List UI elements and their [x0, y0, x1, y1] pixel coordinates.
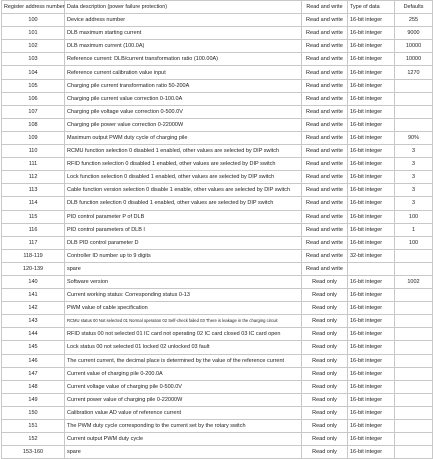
table-row	[2, 92, 433, 105]
table-row	[2, 328, 433, 341]
access-cell: Read only	[302, 393, 348, 406]
description-cell: Calibration value AD value of reference current	[65, 406, 302, 419]
data-type-cell: 16-bit integer	[348, 315, 395, 328]
table-row	[2, 262, 433, 275]
data-type-cell: 16-bit integer	[348, 275, 395, 288]
data-type-cell: 16-bit integer	[348, 184, 395, 197]
default-cell: 90%	[395, 131, 433, 144]
default-cell: 3	[395, 171, 433, 184]
table-row	[2, 367, 433, 380]
access-cell: Read and write	[302, 66, 348, 79]
access-cell: Read and write	[302, 92, 348, 105]
table-row	[2, 275, 433, 288]
table-row	[2, 302, 433, 315]
table-body	[2, 14, 433, 459]
data-type-cell: 16-bit integer	[348, 433, 395, 446]
description-cell: PWM value of cable specification	[65, 302, 302, 315]
table-row	[2, 105, 433, 118]
register-cell: 145	[2, 341, 65, 354]
table-row	[2, 210, 433, 223]
default-cell: 3	[395, 197, 433, 210]
register-cell: 108	[2, 118, 65, 131]
register-cell: 120-139	[2, 262, 65, 275]
access-cell: Read only	[302, 420, 348, 433]
register-cell: 151	[2, 420, 65, 433]
description-cell: The PWM duty cycle corresponding to the current set by the rotary switch	[65, 420, 302, 433]
default-cell	[395, 302, 433, 315]
description-cell: Current value of charging pile 0-200.0A	[65, 367, 302, 380]
register-cell: 148	[2, 380, 65, 393]
data-type-cell	[348, 262, 395, 275]
register-cell: 146	[2, 354, 65, 367]
data-type-cell: 16-bit integer	[348, 66, 395, 79]
default-cell: 9000	[395, 27, 433, 40]
description-cell: Current voltage value of charging pile 0-500.0V	[65, 380, 302, 393]
register-cell: 104	[2, 66, 65, 79]
access-cell: Read only	[302, 341, 348, 354]
description-cell: Charging pile power value correction 0-22000W	[65, 118, 302, 131]
access-cell: Read and write	[302, 131, 348, 144]
header-description: Data description (power failure protection)	[65, 1, 302, 14]
access-cell: Read only	[302, 328, 348, 341]
access-cell: Read only	[302, 433, 348, 446]
default-cell	[395, 420, 433, 433]
description-cell: The current current, the decimal place is determined by the value of the reference current	[65, 354, 302, 367]
default-cell	[395, 433, 433, 446]
register-cell: 111	[2, 158, 65, 171]
data-type-cell: 16-bit integer	[348, 105, 395, 118]
description-cell: Current power value of charging pile 0-22000W	[65, 393, 302, 406]
table-row	[2, 27, 433, 40]
data-type-cell: 16-bit integer	[348, 223, 395, 236]
default-cell	[395, 406, 433, 419]
default-cell	[395, 380, 433, 393]
default-cell	[395, 328, 433, 341]
data-type-cell: 16-bit integer	[348, 420, 395, 433]
description-cell: Charging pile current transformation ratio 50-200A	[65, 79, 302, 92]
data-type-cell: 16-bit integer	[348, 118, 395, 131]
default-cell	[395, 446, 433, 459]
register-cell: 100	[2, 14, 65, 27]
table-header-row	[2, 1, 433, 14]
register-cell: 110	[2, 145, 65, 158]
default-cell	[395, 105, 433, 118]
access-cell: Read only	[302, 380, 348, 393]
table-row	[2, 14, 433, 27]
data-type-cell: 16-bit integer	[348, 367, 395, 380]
data-type-cell: 16-bit integer	[348, 302, 395, 315]
table-row	[2, 236, 433, 249]
register-cell: 144	[2, 328, 65, 341]
register-cell: 147	[2, 367, 65, 380]
description-cell: RFID function selection 0 disabled 1 enabled, other values are selected by DIP switch	[65, 158, 302, 171]
data-type-cell: 16-bit integer	[348, 236, 395, 249]
description-cell: RFID status 00 not selected 01 IC card not operating 02 IC card closed 03 IC card open	[65, 328, 302, 341]
default-cell	[395, 92, 433, 105]
access-cell: Read and write	[302, 197, 348, 210]
access-cell: Read only	[302, 406, 348, 419]
table-row	[2, 289, 433, 302]
description-cell: Charging pile current value correction 0-100.0A	[65, 92, 302, 105]
description-cell: Charging pile voltage value correction 0-500.0V	[65, 105, 302, 118]
description-cell: Lock function selection 0 disabled 1 enabled, other values are selected by DIP switch	[65, 171, 302, 184]
description-cell: Current output PWM duty cycle	[65, 433, 302, 446]
table-row	[2, 171, 433, 184]
description-cell: DLB maximum current (100.0A)	[65, 40, 302, 53]
data-type-cell: 16-bit integer	[348, 158, 395, 171]
data-type-cell: 32-bit integer	[348, 249, 395, 262]
description-cell: DLB PID control parameter D	[65, 236, 302, 249]
data-type-cell: 16-bit integer	[348, 380, 395, 393]
default-cell: 10000	[395, 40, 433, 53]
table-row	[2, 197, 433, 210]
access-cell: Read and write	[302, 27, 348, 40]
register-cell: 102	[2, 40, 65, 53]
register-cell: 153-160	[2, 446, 65, 459]
default-cell	[395, 341, 433, 354]
access-cell: Read only	[302, 315, 348, 328]
data-type-cell: 16-bit integer	[348, 92, 395, 105]
access-cell: Read and write	[302, 53, 348, 66]
data-type-cell: 16-bit integer	[348, 27, 395, 40]
default-cell: 1	[395, 223, 433, 236]
register-cell: 109	[2, 131, 65, 144]
table-row	[2, 420, 433, 433]
register-cell: 101	[2, 27, 65, 40]
data-type-cell: 16-bit integer	[348, 79, 395, 92]
access-cell: Read and write	[302, 236, 348, 249]
access-cell: Read and write	[302, 171, 348, 184]
register-table	[1, 0, 433, 459]
default-cell	[395, 79, 433, 92]
data-type-cell: 16-bit integer	[348, 289, 395, 302]
register-cell: 114	[2, 197, 65, 210]
access-cell: Read only	[302, 367, 348, 380]
data-type-cell: 16-bit integer	[348, 341, 395, 354]
table-row	[2, 446, 433, 459]
register-cell: 103	[2, 53, 65, 66]
register-cell: 140	[2, 275, 65, 288]
description-cell: PID control parameters of DLB I	[65, 223, 302, 236]
access-cell: Read and write	[302, 262, 348, 275]
data-type-cell: 16-bit integer	[348, 393, 395, 406]
access-cell: Read and write	[302, 184, 348, 197]
data-type-cell: 16-bit integer	[348, 197, 395, 210]
header-default: Defaults	[395, 1, 433, 14]
register-cell: 118-119	[2, 249, 65, 262]
register-cell: 113	[2, 184, 65, 197]
access-cell: Read only	[302, 289, 348, 302]
table-row	[2, 53, 433, 66]
description-cell: Device address number	[65, 14, 302, 27]
description-cell: RCMU status 00 Not selected 01 Normal operation 02 Self-check failed 03 There is leakage in the charging circuit	[65, 315, 302, 328]
access-cell: Read only	[302, 354, 348, 367]
default-cell	[395, 289, 433, 302]
table-row	[2, 158, 433, 171]
description-cell: PID control parameter P of DLB	[65, 210, 302, 223]
access-cell: Read only	[302, 275, 348, 288]
table-row	[2, 406, 433, 419]
table-row	[2, 433, 433, 446]
access-cell: Read only	[302, 302, 348, 315]
header-type: Type of data	[348, 1, 395, 14]
description-cell: Reference current: DLB/current transformation ratio (100.00A)	[65, 53, 302, 66]
table-row	[2, 40, 433, 53]
table-row	[2, 223, 433, 236]
register-cell: 112	[2, 171, 65, 184]
description-cell: Reference current calibration value input	[65, 66, 302, 79]
default-cell: 1002	[395, 275, 433, 288]
default-cell	[395, 393, 433, 406]
data-type-cell: 16-bit integer	[348, 40, 395, 53]
description-cell: Current working status: Corresponding status 0-13	[65, 289, 302, 302]
register-cell: 149	[2, 393, 65, 406]
description-cell: DLB maximum starting current	[65, 27, 302, 40]
data-type-cell: 16-bit integer	[348, 171, 395, 184]
description-cell: DLB function selection 0 disabled 1 enabled, other values are selected by DIP switch	[65, 197, 302, 210]
default-cell	[395, 354, 433, 367]
access-cell: Read and write	[302, 158, 348, 171]
table-row	[2, 315, 433, 328]
description-cell: Lock status 00 not selected 01 locked 02 unlocked 03 fault	[65, 341, 302, 354]
default-cell	[395, 315, 433, 328]
table-row	[2, 393, 433, 406]
description-cell: RCMU function selection 0 disabled 1 enabled, other values are selected by DIP switch	[65, 145, 302, 158]
table-row	[2, 131, 433, 144]
register-cell: 117	[2, 236, 65, 249]
table-row	[2, 145, 433, 158]
data-type-cell: 16-bit integer	[348, 14, 395, 27]
default-cell: 100	[395, 236, 433, 249]
description-cell: Software version	[65, 275, 302, 288]
table-row	[2, 249, 433, 262]
access-cell: Read and write	[302, 145, 348, 158]
table-row	[2, 341, 433, 354]
register-cell: 105	[2, 79, 65, 92]
access-cell: Read and write	[302, 40, 348, 53]
table-row	[2, 184, 433, 197]
default-cell: 255	[395, 14, 433, 27]
default-cell	[395, 262, 433, 275]
header-access: Read and write	[302, 1, 348, 14]
table-row	[2, 79, 433, 92]
table-row	[2, 354, 433, 367]
description-cell: Maximum output PWM duty cycle of charging pile	[65, 131, 302, 144]
default-cell	[395, 367, 433, 380]
description-cell: spare	[65, 262, 302, 275]
header-register: Register address number	[2, 1, 65, 14]
description-cell: Controller ID number up to 9 digits	[65, 249, 302, 262]
register-cell: 141	[2, 289, 65, 302]
default-cell: 3	[395, 158, 433, 171]
default-cell	[395, 118, 433, 131]
register-cell: 116	[2, 223, 65, 236]
data-type-cell: 16-bit integer	[348, 131, 395, 144]
data-type-cell: 16-bit integer	[348, 354, 395, 367]
default-cell: 3	[395, 184, 433, 197]
register-cell: 106	[2, 92, 65, 105]
access-cell: Read and write	[302, 105, 348, 118]
default-cell: 3	[395, 145, 433, 158]
register-cell: 143	[2, 315, 65, 328]
data-type-cell: 16-bit integer	[348, 406, 395, 419]
data-type-cell: 16-bit integer	[348, 210, 395, 223]
default-cell: 1270	[395, 66, 433, 79]
table-row	[2, 118, 433, 131]
table-row	[2, 380, 433, 393]
access-cell: Read and write	[302, 210, 348, 223]
register-cell: 107	[2, 105, 65, 118]
description-cell: Cable function version selection 0 disable 1 enable, other values are selected by DIP switch	[65, 184, 302, 197]
access-cell: Read only	[302, 446, 348, 459]
default-cell	[395, 249, 433, 262]
default-cell: 100	[395, 210, 433, 223]
register-cell: 142	[2, 302, 65, 315]
register-cell: 115	[2, 210, 65, 223]
access-cell: Read and write	[302, 14, 348, 27]
register-cell: 150	[2, 406, 65, 419]
table-row	[2, 66, 433, 79]
data-type-cell: 16-bit integer	[348, 328, 395, 341]
access-cell: Read and write	[302, 223, 348, 236]
access-cell: Read and write	[302, 79, 348, 92]
description-cell: spare	[65, 446, 302, 459]
default-cell: 10000	[395, 53, 433, 66]
data-type-cell: 16-bit integer	[348, 53, 395, 66]
register-cell: 152	[2, 433, 65, 446]
data-type-cell: 16-bit integer	[348, 446, 395, 459]
access-cell: Read and write	[302, 249, 348, 262]
access-cell: Read and write	[302, 118, 348, 131]
data-type-cell: 16-bit integer	[348, 145, 395, 158]
